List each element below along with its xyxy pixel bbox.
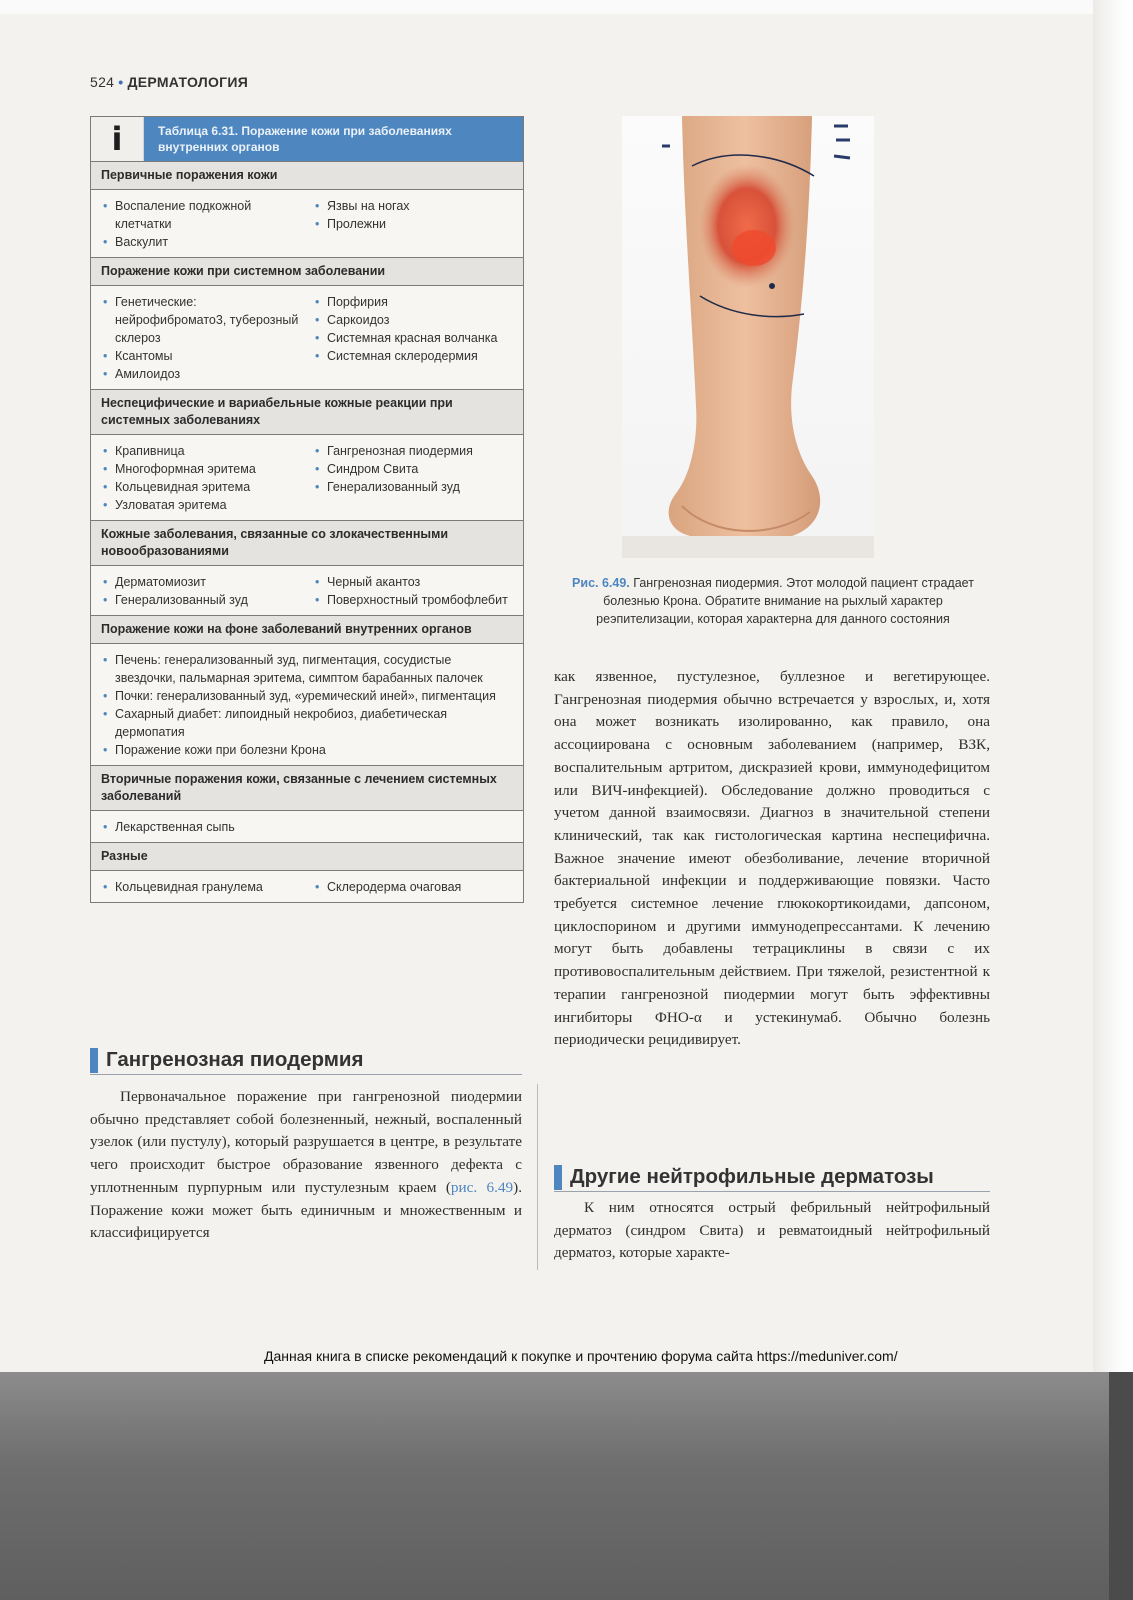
table-list-item: • Многоформная эритема <box>101 460 303 478</box>
table-header <box>91 117 523 162</box>
table-title: Таблица 6.31. Поражение кожи при заболеваниях внутренних органов <box>144 117 523 161</box>
table-column <box>303 878 515 896</box>
table-list-item: • Системная красная волчанка <box>313 329 515 347</box>
page-binding-shade <box>1093 0 1133 1600</box>
table-list-item: • Лекарственная сыпь <box>101 818 515 836</box>
table-list-item: • Узловатая эритема <box>101 496 303 514</box>
table-list-item: • Ксантомы <box>101 347 303 365</box>
table-list-item: • Кольцевидная эритема <box>101 478 303 496</box>
table-section-title: Вторичные поражения кожи, связанные с лечением системных заболеваний <box>91 766 523 811</box>
table-list-item: • Склеродерма очаговая <box>313 878 515 896</box>
info-icon: i <box>91 117 144 161</box>
table-section-title: Первичные поражения кожи <box>91 162 523 190</box>
table-list-item: • Васкулит <box>101 233 303 251</box>
table-list-item: • Системная склеродермия <box>313 347 515 365</box>
table-section-body <box>91 190 523 258</box>
table-column <box>101 293 303 383</box>
page-top-edge <box>0 0 1133 14</box>
figure-label: Рис. 6.49. <box>572 576 630 590</box>
table-section-body <box>91 286 523 390</box>
table-list-item: • Язвы на ногах <box>313 197 515 215</box>
footer-note: Данная книга в списке рекомендаций к покупке и прочтению форума сайта https://meduniver.com/ <box>264 1348 898 1364</box>
column-divider <box>537 1084 538 1270</box>
section-name: ДЕРМАТОЛОГИЯ <box>127 74 249 90</box>
right-paragraph-2: К ним относятся острый фебрильный нейтрофильный дерматоз (синдром Свита) и ревматоидный нейтрофильный дерматоз, которые характе- <box>554 1199 990 1262</box>
table-column <box>101 442 303 514</box>
table-list-item: • Генетические: нейрофибромато3, туберозный склероз <box>101 293 303 347</box>
table-sections <box>91 162 523 902</box>
table-section-title: Поражение кожи на фоне заболеваний внутренних органов <box>91 616 523 644</box>
table-list-item: • Сахарный диабет: липоидный некробиоз, диабетическая дермопатия <box>101 705 515 741</box>
table-column <box>101 878 303 896</box>
table-list-item: • Амилоидоз <box>101 365 303 383</box>
table-list-item: • Генерализованный зуд <box>313 478 515 496</box>
table-list-item: • Поверхностный тромбофлебит <box>313 591 515 609</box>
left-paragraph <box>90 1086 522 1245</box>
table-section-body <box>91 644 523 766</box>
heading-other-neutrophilic: Другие нейтрофильные дерматозы <box>554 1163 990 1192</box>
table-list-item: • Крапивница <box>101 442 303 460</box>
table-list-item: • Почки: генерализованный зуд, «уремический иней», пигментация <box>101 687 515 705</box>
table-list-item: • Кольцевидная гранулема <box>101 878 303 896</box>
table-section-body <box>91 871 523 902</box>
table-section-title: Кожные заболевания, связанные со злокачественными новообразованиями <box>91 521 523 566</box>
leg-photo-illustration <box>622 116 874 558</box>
left-text-b: ). Поражение кожи может быть единичным и множественным и классифицируется <box>90 1178 522 1242</box>
table-list-item: • Поражение кожи при болезни Крона <box>101 741 515 759</box>
left-column <box>90 1086 522 1245</box>
table-section-title: Неспецифические и вариабельные кожные реакции при системных заболеваниях <box>91 390 523 435</box>
figure-photo <box>622 116 874 558</box>
running-head <box>90 74 248 90</box>
right-column-continued <box>554 1197 990 1265</box>
figure-caption <box>554 574 992 628</box>
scanner-edge <box>1109 1372 1133 1600</box>
table-list-item: • Пролежни <box>313 215 515 233</box>
table-column <box>303 197 515 251</box>
table-column <box>101 197 303 251</box>
heading-pyoderma: Гангренозная пиодермия <box>90 1046 522 1075</box>
table-section-body <box>91 435 523 521</box>
table-column <box>101 573 303 609</box>
table-list-item: • Саркоидоз <box>313 311 515 329</box>
page-number: 524 <box>90 74 115 90</box>
scanner-background <box>0 1372 1133 1600</box>
table-column <box>303 442 515 514</box>
right-column <box>554 666 990 1052</box>
table-section-body <box>91 566 523 616</box>
table-list-item: • Печень: генерализованный зуд, пигментация, сосудистые звездочки, пальмарная эритема, симптом барабанных палочек <box>101 651 515 687</box>
table-list-item: • Порфирия <box>313 293 515 311</box>
table-6-31 <box>90 116 524 903</box>
table-column <box>303 293 515 383</box>
table-column <box>101 818 515 836</box>
table-list-item: • Синдром Свита <box>313 460 515 478</box>
right-paragraph-1: как язвенное, пустулезное, буллезное и вегетирующее. Гангренозная пиодермия обычно встречается у взрослых, и, хотя она может возникать изолированно, как правило, она ассоциирована с основным заболеванием (например, ВЗК, воспалительным артритом, дискразией крови, иммунодефицитом или ВИЧ-инфекцией). Обследование должно проводиться с учетом данной взаимосвязи. Диагноз в значительной степени клинический, так как гистологическая картина неспецифична. Важное значение имеют обезболивание, лечение вторичной бактериальной инфекции и поддерживающие повязки. Часто требуется системное лечение глюкокортикоидами, дапсоном, циклоспорином и другими иммунодепрессантами. К лечению могут быть добавлены тетрациклины в связи с их противовоспалительным действием. При тяжелой, резистентной к терапии гангренозной пиодермии могут быть эффективны ингибиторы ФНО-α и устекинумаб. Обычно болезнь периодически рецидивирует. <box>554 668 990 1049</box>
left-text-a: Первоначальное поражение при гангренозной пиодермии обычно представляет собой болезненный, нежный, воспаленный узелок (или пустулу), который разрушается в центре, в результате чего происходит быстрое образование язвенного дефекта с уплотненным пурпурным или пустулезным краем ( <box>90 1088 522 1196</box>
table-list-item: • Черный акантоз <box>313 573 515 591</box>
figure-reference-link[interactable]: рис. 6.49 <box>450 1178 514 1196</box>
table-section-title: Разные <box>91 843 523 871</box>
figure-caption-text: Гангренозная пиодермия. Этот молодой пациент страдает болезнью Крона. Обратите внимание на рыхлый характер реэпителизации, которая характерна для данного состояния <box>596 576 974 626</box>
table-column <box>303 573 515 609</box>
table-list-item: • Воспаление подкожной клетчатки <box>101 197 303 233</box>
table-list-item: • Гангренозная пиодермия <box>313 442 515 460</box>
table-section-body <box>91 811 523 843</box>
bullet-separator: • <box>118 74 124 90</box>
table-section-title: Поражение кожи при системном заболевании <box>91 258 523 286</box>
table-list-item: • Генерализованный зуд <box>101 591 303 609</box>
table-column <box>101 651 515 759</box>
table-list-item: • Дерматомиозит <box>101 573 303 591</box>
